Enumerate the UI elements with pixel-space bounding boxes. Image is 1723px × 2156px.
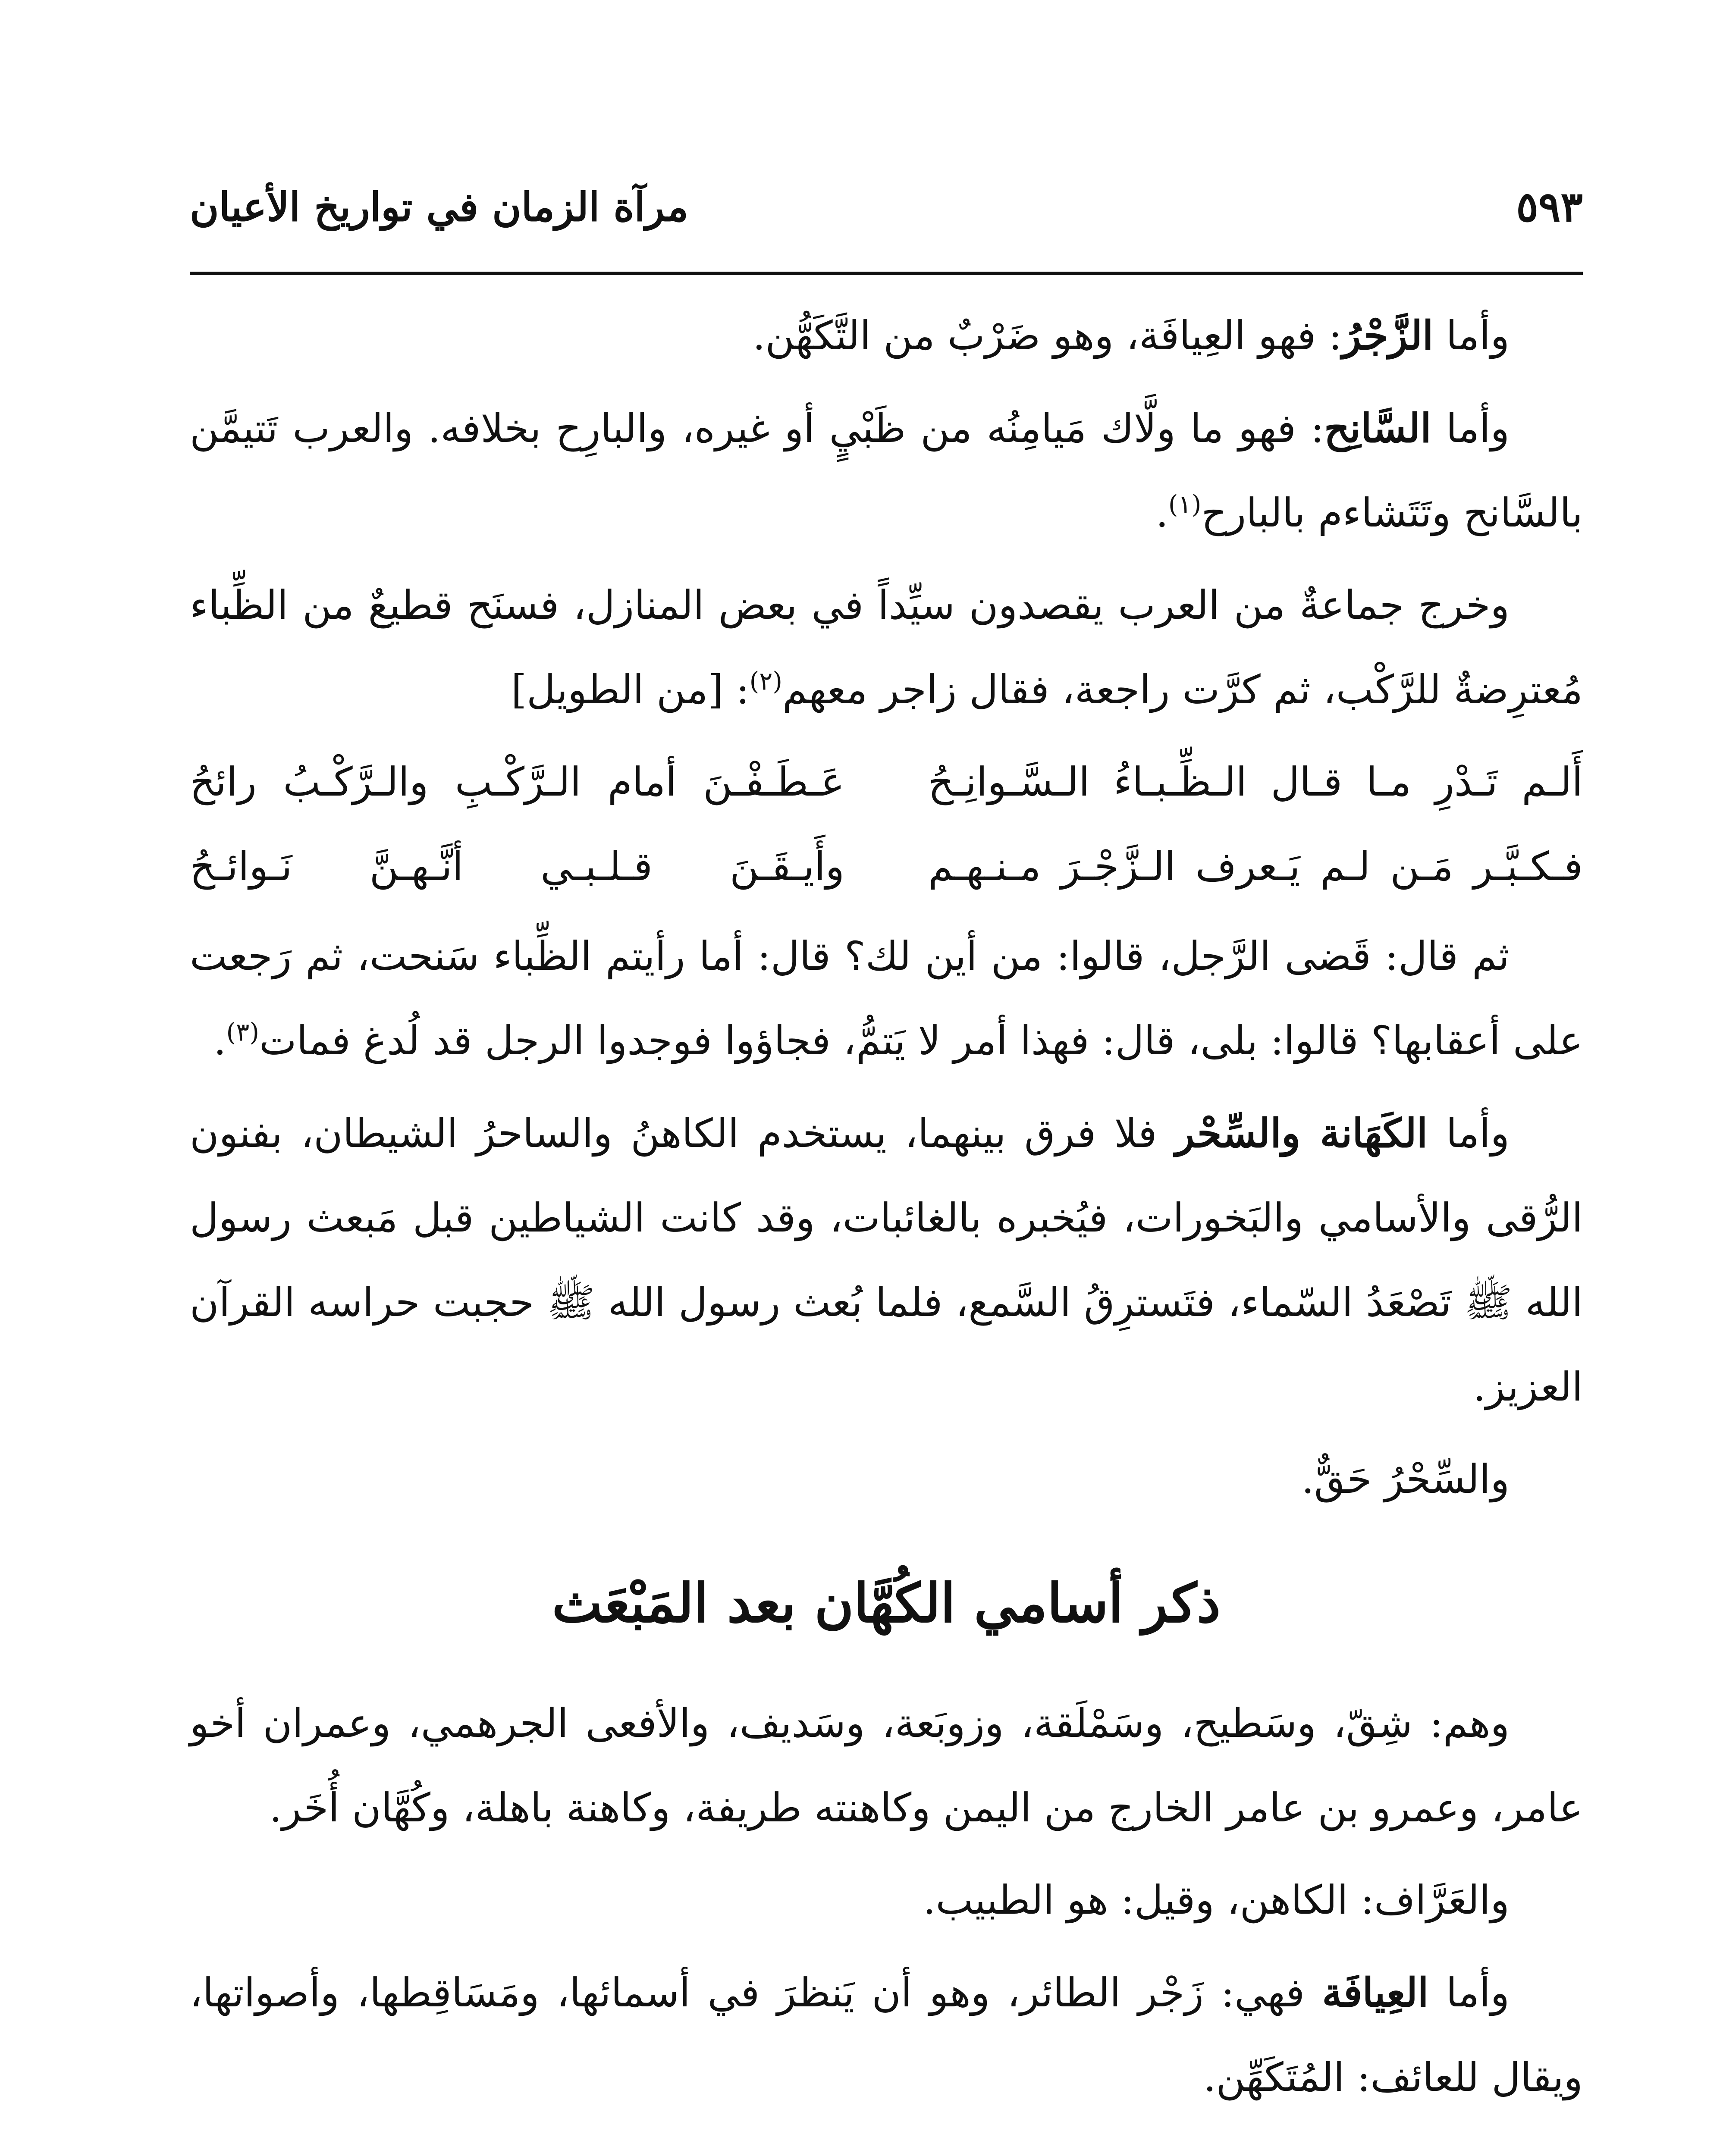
footnote-ref: (١) bbox=[1168, 489, 1202, 519]
paragraph-end: . bbox=[213, 1018, 226, 1064]
paragraph-lead: وأما bbox=[1431, 405, 1510, 451]
running-title: مرآة الزمان في تواريخ الأعيان bbox=[190, 184, 689, 230]
paragraph-sihr bbox=[190, 1437, 1583, 1522]
paragraph-body: ثم قال: قَضى الرَّجل، قالوا: من أين لك؟ قال: أما رأيتم الظِّباء سَنحت، ثم رَجعت على أعقابها؟ قالوا: بلى، قال: فهذا أمر لا يَتمُّ، فجاؤوا فوجدوا الرجل قد لُدغ فمات bbox=[190, 933, 1583, 1064]
paragraph-body: : فهو ما ولَّاك مَيامِنُه من ظَبْيٍ أو غيره، والبارِح بخلافه. والعرب تَتيمَّن بالسَّانح وتَتَشاءم بالبارح bbox=[190, 405, 1583, 536]
verse-first-hemistich: أَلـم تَـدْرِ مـا قـال الـظِّـبـاءُ الـسَّـوانِـحُ bbox=[928, 759, 1583, 805]
paragraph-qada bbox=[190, 914, 1583, 1083]
defined-term: الكَهَانة والسِّحْر bbox=[1175, 1110, 1428, 1156]
paragraph-body: فهي: زَجْر الطائر، وهو أن يَنظرَ في أسمائها، ومَسَاقِطها، وأصواتها، ويقال للعائف: المُتَكَهِّن. bbox=[190, 1970, 1583, 2100]
verse-line bbox=[190, 740, 1583, 824]
paragraph-end: . bbox=[1155, 490, 1168, 536]
paragraph-after: : bbox=[723, 667, 750, 713]
section-heading: ذكر أسامي الكُهَّان بعد المَبْعَث bbox=[552, 1572, 1221, 1635]
paragraph-body: : فهو العِيافَة، وهو ضَرْبٌ من التَّكَهُّن. bbox=[753, 313, 1342, 359]
paragraph-lead: وأما bbox=[1433, 313, 1510, 359]
paragraph-kahana bbox=[190, 1091, 1583, 1429]
paragraph-khuruj bbox=[190, 563, 1583, 732]
footnote-ref: (٣) bbox=[226, 1017, 259, 1047]
paragraph-lead: وأما bbox=[1428, 1110, 1510, 1156]
paragraph-lead: وأما bbox=[1428, 1970, 1510, 2016]
poem bbox=[190, 740, 1583, 909]
paragraph-saneh bbox=[190, 386, 1583, 555]
defined-term: الزَّجْرُ bbox=[1342, 312, 1434, 359]
paragraph-body: فلا فرق بينهما، يستخدم الكاهنُ والساحرُ الشيطان، بفنون الرُّقى والأسامي والبَخورات، فيُخبره بالغائبات، وقد كانت الشياطين قبل مَبعث رسول الله ﷺ تَصْعَدُ السّماء، فتَسترِقُ السَّمع، فلما بُعث رسول الله ﷺ حجبت حراسه القرآن العزيز. bbox=[190, 1110, 1583, 1410]
paragraph-zajr bbox=[190, 293, 1583, 378]
defined-term: السَّانِح bbox=[1324, 405, 1431, 451]
paragraph-body: وهم: شِقّ، وسَطيح، وسَمْلَقة، وزوبَعة، وسَديف، والأفعى الجرهمي، وعمران أخو عامر، وعمرو بن عامر الخارج من اليمن وكاهنته طريفة، وكاهنة باهلة، وكُهَّان أُخَر. bbox=[190, 1700, 1583, 1831]
verse-second-hemistich: عَـطَـفْـنَ أمام الـرَّكْـبِ والـرَّكْـبُ رائحُ bbox=[190, 759, 845, 805]
defined-term: العِيافَة bbox=[1322, 1969, 1429, 2016]
paragraph-body: والعَرَّاف: الكاهن، وقيل: هو الطبيب. bbox=[923, 1877, 1510, 1923]
paragraph-iyafa bbox=[190, 1950, 1583, 2120]
poem-meter: [من الطويل] bbox=[511, 667, 724, 713]
paragraph-wahum bbox=[190, 1681, 1583, 1850]
header-rule bbox=[190, 272, 1583, 275]
main-text bbox=[190, 293, 1583, 2128]
verse-first-hemistich: فـكـبَّـر مَـن لـم يَـعرف الـزَّجْـرَ مـنـهـم bbox=[928, 843, 1583, 890]
paragraph-body: والسِّحْرُ حَقٌّ. bbox=[1301, 1456, 1510, 1502]
paragraph-arraf bbox=[190, 1858, 1583, 1943]
verse-line bbox=[190, 824, 1583, 909]
verse-second-hemistich: وأَيـقَـنَ قـلـبـي أنَّـهـنَّ نَـوائـحُ bbox=[190, 843, 845, 890]
footnote-ref: (٢) bbox=[749, 666, 782, 696]
page-number: ٥٩٣ bbox=[1516, 182, 1583, 231]
paragraph-body: وخرج جماعةٌ من العرب يقصدون سيِّداً في بعض المنازل، فسنَح قطيعٌ من الظِّباء مُعترِضةٌ للرَّكْب، ثم كرَّت راجعة، فقال زاجر معهم bbox=[190, 582, 1583, 713]
book-page bbox=[190, 0, 1583, 2156]
page-header bbox=[190, 177, 1583, 237]
